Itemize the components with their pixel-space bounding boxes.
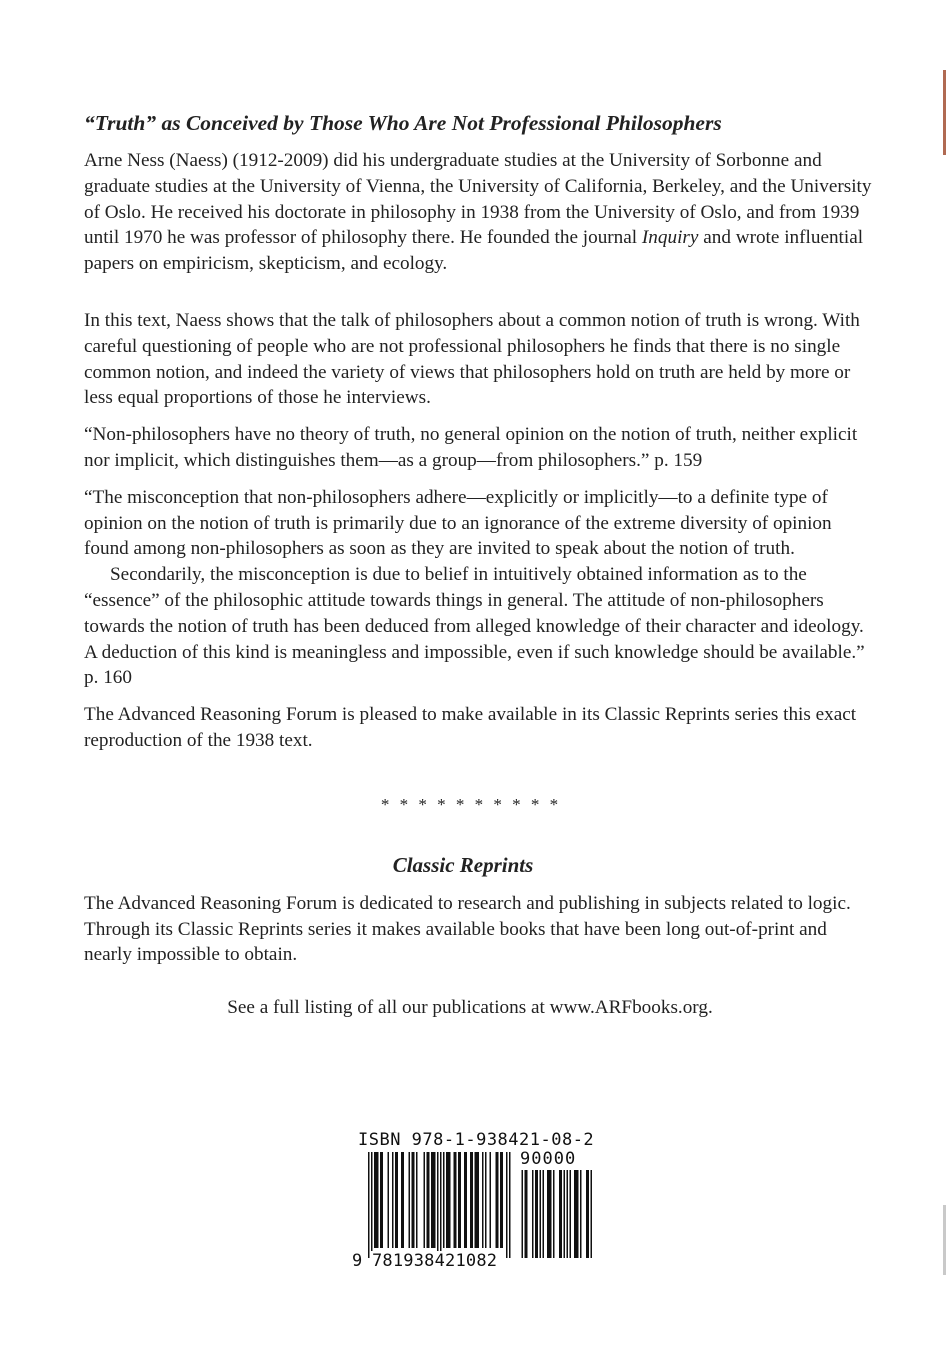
- barcode-bar: [464, 1152, 466, 1248]
- addon-bar: [564, 1170, 566, 1258]
- bio-text-part2: and wrote influential papers on empiricism, skepticism, and ecology.: [84, 227, 864, 275]
- barcode-bar: [497, 1152, 499, 1248]
- barcode-bar: [433, 1152, 435, 1248]
- barcode-bar: [377, 1152, 379, 1248]
- barcode-bar: [470, 1152, 472, 1248]
- barcode-bar: [458, 1152, 460, 1248]
- series-heading: Classic Reprints: [392, 852, 534, 877]
- barcode-bar: [395, 1152, 397, 1248]
- barcode-bar: [428, 1152, 430, 1248]
- journal-title: Inquiry: [641, 227, 699, 249]
- addon-bar: [576, 1170, 578, 1258]
- barcode-bar: [466, 1152, 468, 1248]
- barcode-bar: [482, 1152, 484, 1248]
- barcode-bar: [478, 1152, 480, 1248]
- addon-bar: [526, 1170, 528, 1258]
- page-title: “Truth” as Conceived by Those Who Are Not Professional Philosophers: [84, 111, 722, 135]
- barcode-bar: [424, 1152, 426, 1248]
- barcode-bar: [392, 1152, 394, 1248]
- reprint-note: The Advanced Reasoning Forum is pleased to make available in its Classic Reprints series this exact reproduction of the 1938 text.: [84, 704, 857, 751]
- ean-first-digit: 9: [352, 1251, 363, 1271]
- barcode-bar: [454, 1152, 456, 1248]
- addon-bar: [574, 1170, 576, 1258]
- barcode-bar: [397, 1152, 399, 1248]
- publications-listing: See a full listing of all our publications at www.ARFbooks.org.: [227, 997, 713, 1019]
- barcode-bar: [403, 1152, 405, 1248]
- quote-2-paragraph-1: “The misconception that non-philosophers adhere—explicitly or implicitly—to a definite type of opinion on the notion of truth is primarily due to an ignorance of the extreme diversity of opinion found among non-philosophers as soon as they are invited to speak about the notion of truth.: [84, 486, 832, 560]
- addon-bar: [535, 1170, 537, 1258]
- barcode-bar: [412, 1152, 414, 1248]
- barcode-bar: [475, 1152, 477, 1248]
- ean-digits: 781938421082: [372, 1251, 498, 1271]
- barcode-bar: [472, 1152, 474, 1248]
- barcode-bar: [460, 1152, 462, 1248]
- addon-bar: [543, 1170, 545, 1258]
- addon-bar: [532, 1170, 534, 1258]
- barcode-bar: [509, 1152, 511, 1258]
- barcode-bar: [449, 1152, 451, 1248]
- barcode-bar: [443, 1152, 445, 1248]
- addon-bar: [567, 1170, 569, 1258]
- barcode-bar: [374, 1152, 376, 1248]
- barcode-bar: [382, 1152, 384, 1248]
- isbn-label: ISBN 978-1-938421-08-2: [358, 1130, 595, 1150]
- barcode-bar: [431, 1152, 433, 1248]
- barcode-bar: [496, 1152, 498, 1248]
- barcode-bar: [506, 1152, 508, 1258]
- price-barcode-bars: [520, 1170, 596, 1260]
- barcode-bar: [371, 1152, 373, 1258]
- barcode-bar: [502, 1152, 504, 1248]
- quote-1: “Non-philosophers have no theory of truth, no general opinion on the notion of truth, neither explicit nor implicit, which distinguishes them—as a group—from philosophers.” p. 159: [84, 424, 858, 471]
- addon-bar: [559, 1170, 561, 1258]
- barcode-bar: [485, 1152, 487, 1248]
- addon-bar: [586, 1170, 588, 1258]
- barcode-bar: [455, 1152, 457, 1248]
- bio-text-part1: Arne Ness (Naess) (1912-2009) did his undergraduate studies at the University of Sorbonne and graduate studies at the University of Vienna, the University of California, Berkeley, and the University of Oslo. He received his doctorate in philosophy in 1938 from the University of Oslo, and from 1939 until 1970 he was professor of philosophy there. He founded the journal: [84, 150, 872, 249]
- addon-bar: [580, 1170, 582, 1258]
- barcode-bar: [401, 1152, 403, 1248]
- addon-bar: [588, 1170, 590, 1258]
- barcode-bar: [388, 1152, 390, 1248]
- addon-bar: [537, 1170, 539, 1258]
- barcode-bar: [448, 1152, 450, 1248]
- barcode-bar: [440, 1152, 442, 1258]
- barcode-bar: [376, 1152, 378, 1248]
- barcode-bar: [413, 1152, 415, 1248]
- price-code: 90000: [520, 1149, 577, 1169]
- barcode-bar: [437, 1152, 439, 1258]
- addon-bar: [547, 1170, 549, 1258]
- barcode-bar: [476, 1152, 478, 1248]
- addon-bar: [570, 1170, 572, 1258]
- addon-bar: [549, 1170, 551, 1258]
- addon-bar: [540, 1170, 542, 1258]
- barcode-bar: [500, 1152, 502, 1248]
- ean-barcode-bars: [368, 1152, 518, 1262]
- addon-bar: [522, 1170, 524, 1258]
- barcode-bar: [434, 1152, 436, 1248]
- barcode-bar: [490, 1152, 492, 1248]
- book-summary: In this text, Naess shows that the talk of philosophers about a common notion of truth is wrong. With careful questioning of people who are not professional philosophers he finds that there is no single common notion, and indeed the variety of views that philosophers hold on truth are held by more or less equal proportions of those he interviews.: [84, 309, 860, 409]
- isbn-barcode: [352, 1130, 598, 1272]
- addon-bar: [525, 1170, 527, 1258]
- barcode-bar: [446, 1152, 448, 1248]
- back-cover-content: [84, 108, 874, 1021]
- series-description: The Advanced Reasoning Forum is dedicated to research and publishing in subjects related to logic. Through its Classic Reprints series it makes available books that have been long out-of-print and nearly impossible to obtain.: [84, 892, 851, 966]
- addon-bar: [553, 1170, 555, 1258]
- quote-2-paragraph-2: Secondarily, the misconception is due to belief in intuitively obtained information as to the “essence” of the philosophic attitude towards things in general. The attitude of non-philosophers towards the notion of truth has been deduced from alleged knowledge of their character and ideology. A deduction of this kind is meaningless and impossible, even if such knowledge should be available.” p. 160: [84, 564, 865, 689]
- barcode-bar: [427, 1152, 429, 1248]
- section-separator: * * * * * * * * * *: [380, 794, 562, 814]
- author-bio: [84, 148, 874, 277]
- barcode-bar: [368, 1152, 370, 1258]
- addon-bar: [591, 1170, 593, 1258]
- barcode-bar: [416, 1152, 418, 1248]
- addon-bar: [577, 1170, 579, 1258]
- addon-bar: [561, 1170, 563, 1258]
- addon-bar: [550, 1170, 552, 1258]
- barcode-bar: [380, 1152, 382, 1248]
- barcode-bar: [409, 1152, 411, 1248]
